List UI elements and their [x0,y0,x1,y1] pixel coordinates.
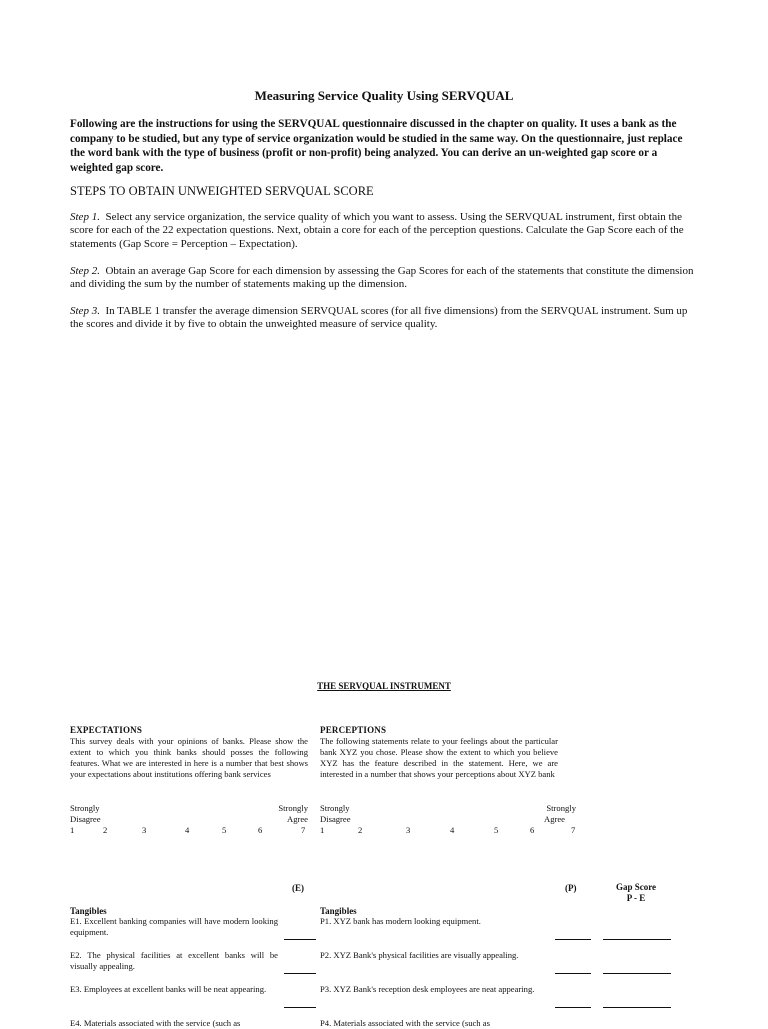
perception-item-p3: P3. XYZ Bank's reception desk employees are neat appearing. [320,984,535,994]
scale-number: 7 [571,825,576,835]
expectation-item-e2: E2. The physical facilities at excellent banks will be visually appealing. [70,950,278,971]
perceptions-heading: PERCEPTIONS [320,725,387,735]
perceptions-text: The following statements relate to your feelings about the particular bank XYZ you chose. Please show the extent to which you believe XYZ has the feature described in the statement. Here, we are interested in a number that shows your perceptions about XYZ bank [320,736,558,779]
expectation-item-e3: E3. Employees at excellent banks will be neat appearing. [70,984,267,994]
instrument-title: THE SERVQUAL INSTRUMENT [317,681,451,691]
expectation-answer-line[interactable] [284,939,316,940]
scale-number: 2 [358,825,363,835]
expectation-item-e4: E4. Materials associated with the service (such as [70,1018,241,1028]
scale-left-label: Strongly [70,803,100,813]
gap-score-formula: P - E [626,893,646,903]
perceptions-section-tangibles: Tangibles [320,906,357,916]
step-2 [70,265,695,292]
gap-score-answer-line[interactable] [603,973,671,974]
scale-right-label: Agree [287,814,308,824]
perceptions-scale [320,803,576,836]
scale-number: 4 [185,825,190,835]
perception-item-p4: P4. Materials associated with the service (such as [320,1018,490,1028]
scale-right-label: Strongly [546,803,576,813]
scale-number: 7 [301,825,306,835]
step-label: Step 2. [70,265,100,277]
expectations-text: This survey deals with your opinions of banks. Please show the extent to which you think banks should posses the following features. What we are interested in here is a number that best shows your expectations about institutions offering bank services [70,736,308,779]
step-3 [70,305,695,332]
perceptions-column [320,725,558,780]
scale-number: 1 [320,825,325,835]
perception-item-p1: P1. XYZ bank has modern looking equipment. [320,916,481,926]
scale-number: 6 [530,825,535,835]
perception-item-p2: P2. XYZ Bank's physical facilities are visually appealing. [320,950,519,960]
expectation-answer-line[interactable] [284,1007,316,1008]
step-text: In TABLE 1 transfer the average dimension SERVQUAL scores (for all five dimensions) from the SERVQUAL instrument. Sum up the scores and divide it by five to obtain the unweighted measure of service quality. [70,305,688,331]
scale-left-label: Disagree [320,814,351,824]
step-text: Select any service organization, the service quality of which you want to assess. Using the SERVQUAL instrument, first obtain the score for each of the 22 expectation questions. Next, obtain a core for each of the perception questions. Calculate the Gap Score each of the statements (Gap Score = Perception – Expectation). [70,211,684,250]
perception-answer-line[interactable] [555,939,591,940]
expectation-answer-line[interactable] [284,973,316,974]
expectation-score-header: (E) [292,883,304,893]
expectations-column [70,725,308,780]
document-title: Measuring Service Quality Using SERVQUAL [254,88,514,103]
gap-score-answer-line[interactable] [603,939,671,940]
gap-score-answer-line[interactable] [603,1007,671,1008]
scale-number: 3 [406,825,411,835]
gap-score-header [606,882,666,904]
scale-number: 2 [103,825,108,835]
step-text: Obtain an average Gap Score for each dimension by assessing the Gap Scores for each of the statements that constitute the dimension and dividing the sum by the number of statements making up the dimension. [70,265,694,291]
steps-heading: STEPS TO OBTAIN UNWEIGHTED SERVQUAL SCORE [70,184,374,198]
expectation-item-e1: E1. Excellent banking companies will have modern looking equipment. [70,916,278,937]
scale-number: 3 [142,825,147,835]
scale-left-label: Strongly [320,803,350,813]
expectations-heading: EXPECTATIONS [70,725,143,735]
expectations-section-tangibles: Tangibles [70,906,107,916]
scale-number: 5 [222,825,227,835]
expectations-scale [70,803,308,836]
scale-number: 1 [70,825,75,835]
perception-score-header: (P) [565,883,577,893]
intro-paragraph: Following are the instructions for using the SERVQUAL questionnaire discussed in the chapter on quality. It uses a bank as the company to be studied, but any type of service organization would be studied in the same way. On the questionnaire, just replace the word bank with the type of business (profit or non-profit) being analyzed. You can derive an un-weighted gap score or a weighted gap score. [70,118,683,174]
perception-answer-line[interactable] [555,1007,591,1008]
scale-right-label: Agree [544,814,565,824]
scale-right-label: Strongly [278,803,308,813]
perception-answer-line[interactable] [555,973,591,974]
scale-left-label: Disagree [70,814,101,824]
gap-score-label: Gap Score [615,882,657,892]
step-label: Step 1. [70,211,100,223]
step-label: Step 3. [70,305,100,317]
step-1 [70,211,695,251]
scale-number: 5 [494,825,499,835]
scale-number: 6 [258,825,263,835]
scale-number: 4 [450,825,455,835]
